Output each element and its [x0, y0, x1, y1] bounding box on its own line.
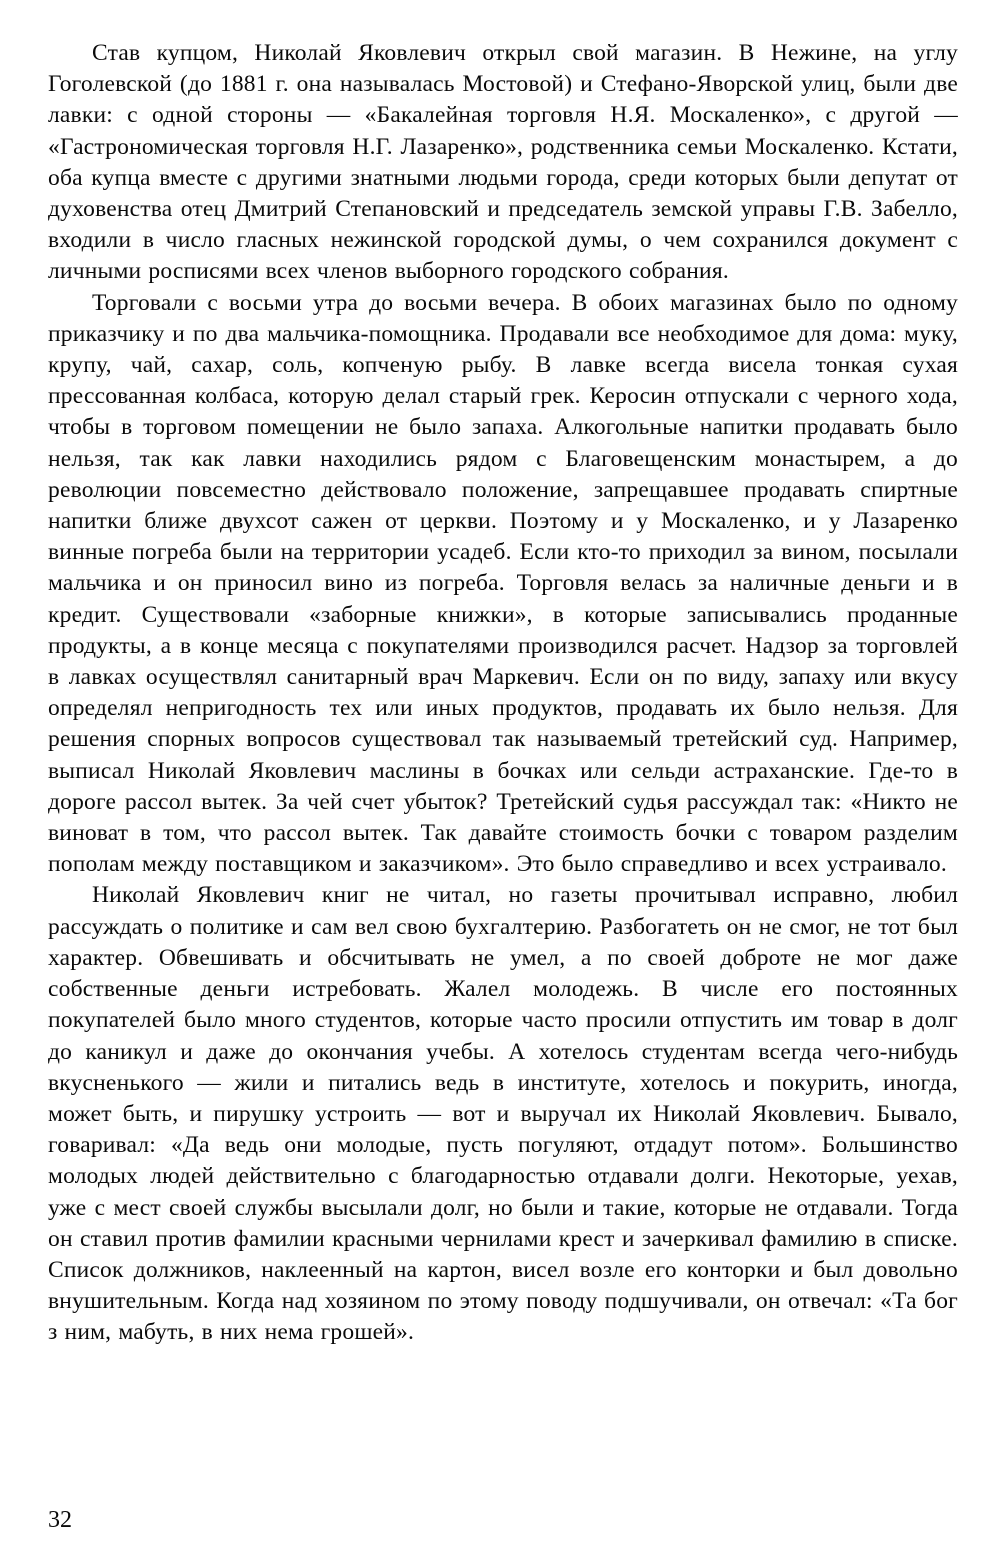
page-number: 32: [48, 1507, 72, 1533]
paragraph-1: Став купцом, Николай Яковлевич открыл свой магазин. В Нежине, на углу Гоголевской (до 1881 г. она называлась Мостовой) и Стефано-Яворской улиц, были две лавки: с одной стороны — «Бакалейная торговля Н.Я. Москаленко», с другой — «Гастрономическая торговля Н.Г. Лазаренко», родственника семьи Москаленко. Кстати, оба купца вместе с другими знатными людьми города, среди которых были депутат от духовенства отец Дмитрий Степановский и председатель земской управы Г.В. Забелло, входили в число гласных нежинской городской думы, о чем сохранился документ с личными росписями всех членов выборного городского собрания.: [48, 40, 958, 285]
paragraph-3: Николай Яковлевич книг не читал, но газеты прочитывал исправно, любил рассуждать о политике и сам вел свою бухгалтерию. Разбогатеть он не смог, не тот был характер. Обвешивать и обсчитывать не умел, а по своей доброте не мог даже собственные деньги истребовать. Жалел молодежь. В числе его постоянных покупателей было много студентов, которые часто просили отпустить им товар в долг до каникул и даже до окончания учебы. А хотелось студентам всегда чего-нибудь вкусненького — жили и питались ведь в институте, хотелось и покурить, иногда, может быть, и пирушку устроить — вот и выручал их Николай Яковлевич. Бывало, говаривал: «Да ведь они молодые, пусть погуляют, отдадут потом». Большинство молодых людей действительно с благодарностью отдавали долги. Некоторые, уехав, уже с мест своей службы высылали долг, но были и такие, которые не отдавали. Тогда он ставил против фамилии красными чернилами крест и зачеркивал фамилию в списке. Список должников, наклеенный на картон, висел возле его конторки и был довольно внушительным. Когда над хозяином по этому поводу подшучивали, он отвечал: «Та бог з ним, мабуть, в них нема грошей».: [48, 882, 958, 1346]
body-text: [48, 38, 958, 1349]
paragraph-2: Торговали с восьми утра до восьми вечера. В обоих магазинах было по одному приказчику и по два мальчика-помощника. Продавали все необходимое для дома: муку, крупу, чай, сахар, соль, копченую рыбу. В лавке всегда висела тонкая сухая прессованная колбаса, которую делал старый грек. Керосин отпускали с черного хода, чтобы в торговом помещении не было запаха. Алкогольные напитки продавать было нельзя, так как лавки находились рядом с Благовещенским монастырем, а до революции повсеместно действовало положение, запрещавшее продавать спиртные напитки ближе двухсот сажен от церкви. Поэтому и у Москаленко, и у Лазаренко винные погреба были на территории усадеб. Если кто-то приходил за вином, посылали мальчика и он приносил вино из погреба. Торговля велась за наличные деньги и в кредит. Существовали «заборные книжки», в которые записывались проданные продукты, а в конце месяца с покупателями производился расчет. Надзор за торговлей в лавках осуществлял санитарный врач Маркевич. Если он по виду, запаху или вкусу определял непригодность тех или иных продуктов, продавать их было нельзя. Для решения спорных вопросов существовал так называемый третейский суд. Например, выписал Николай Яковлевич маслины в бочках или сельди астраханские. Где-то в дороге рассол вытек. За чей счет убыток? Третейский судья рассуждал так: «Никто не виноват в том, что рассол вытек. Так давайте стоимость бочки с товаром разделим пополам между поставщиком и заказчиком». Это было справедливо и всех устраивало.: [48, 289, 958, 878]
